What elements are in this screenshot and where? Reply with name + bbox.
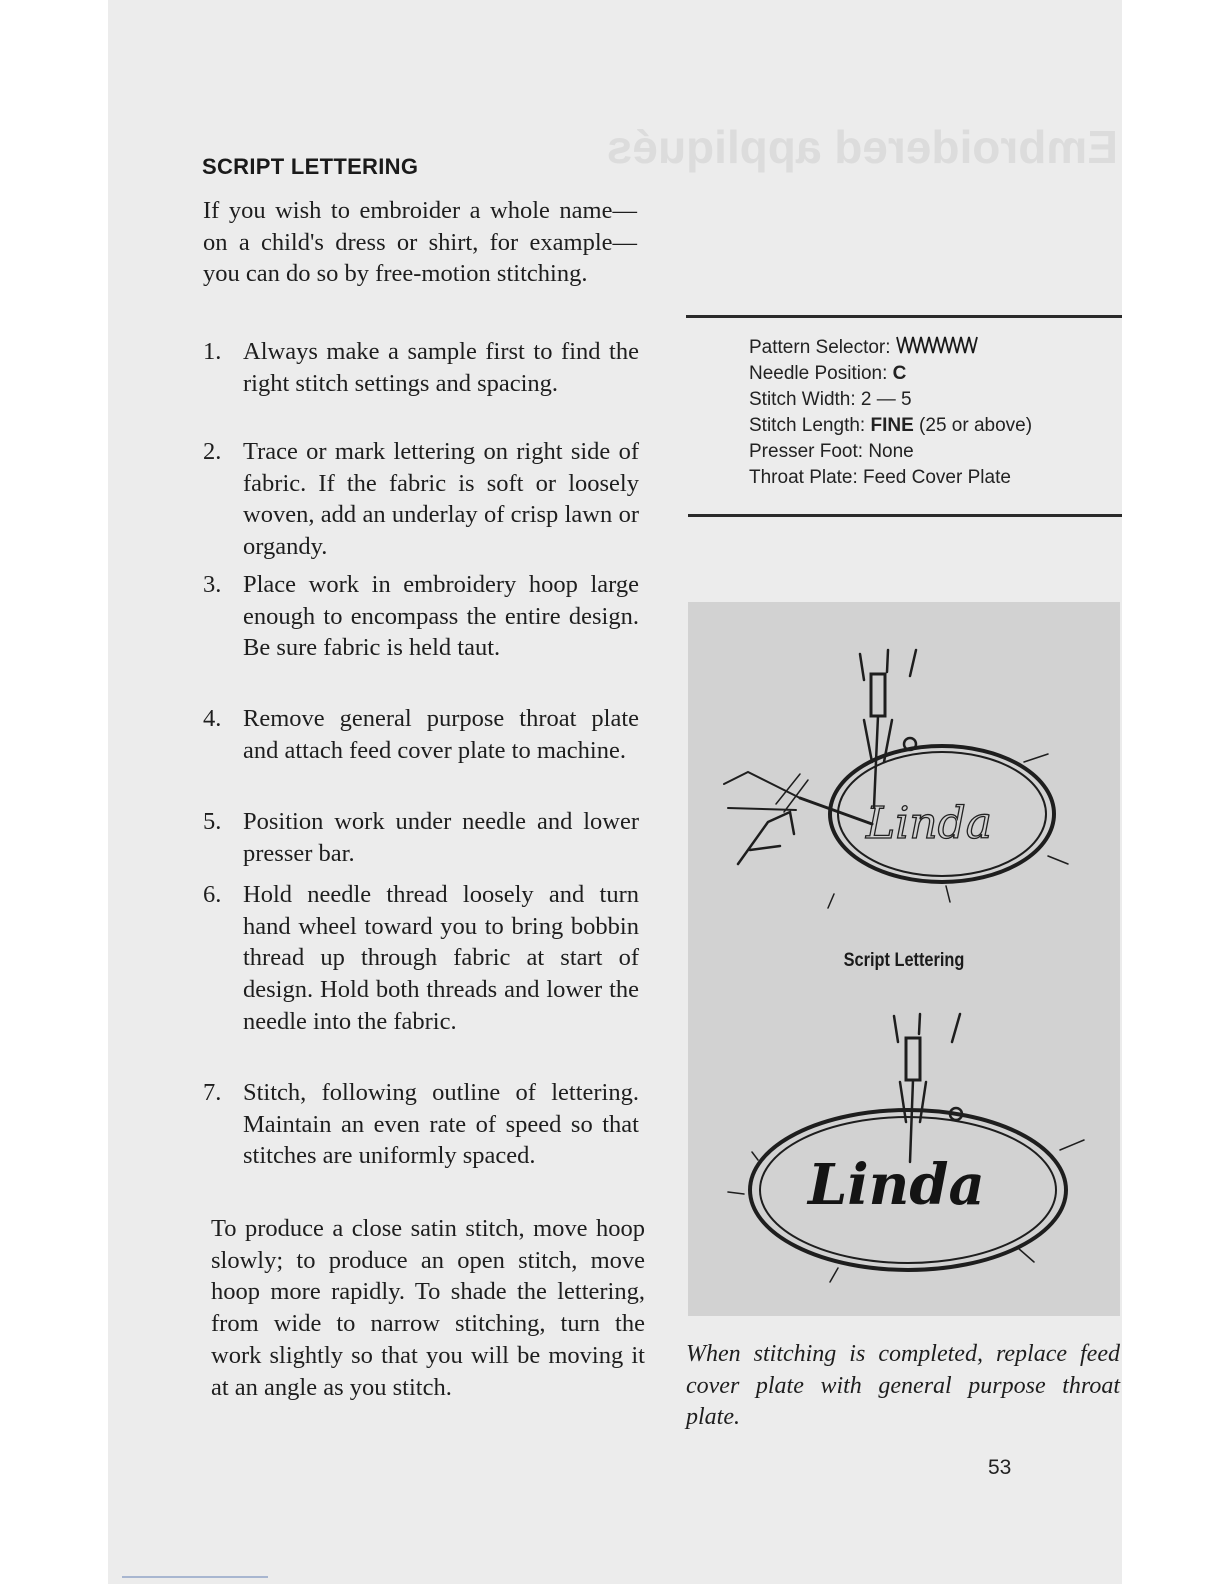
step-text: Position work under needle and lower presser bar. [243, 808, 639, 867]
figure-caption: Script Lettering [843, 950, 965, 971]
page-number: 53 [988, 1456, 1012, 1479]
step-number: 5. [203, 808, 222, 835]
step-1 [203, 336, 639, 399]
bleed-through-text: Embroidered appliqués [606, 121, 1118, 173]
step-number: 4. [203, 705, 222, 732]
stitch-length-row [749, 413, 1032, 439]
throat-plate-row: Throat Plate: Feed Cover Plate [749, 467, 1011, 488]
step-3 [203, 569, 639, 664]
step-2 [203, 436, 639, 563]
script-word-stitched: Linda [808, 1152, 985, 1218]
script-lettering-figure [688, 602, 1120, 1316]
step-text: Remove general purpose throat plate and attach feed cover plate to machine. [243, 705, 639, 764]
pattern-selector-label: Pattern Selector: [749, 337, 891, 358]
needle-position-label: Needle Position: [749, 363, 888, 384]
pattern-selector-row [749, 335, 1032, 361]
closing-paragraph: To produce a close satin stitch, move hoop slowly; to produce an open stitch, move hoop more rapidly. To shade the lettering, from wide to narrow stitching, turn the work slightly so that you will be moving it at an angle as you stitch. [211, 1215, 645, 1401]
top-hoop-illustration [724, 650, 1068, 908]
presser-foot-row: Presser Foot: None [749, 441, 914, 462]
step-text: Place work in embroidery hoop large enough to encompass the entire design. Be sure fabric is held taut. [243, 571, 639, 662]
step-6 [203, 879, 639, 1038]
step-number: 3. [203, 571, 222, 598]
step-text: Always make a sample first to find the right stitch settings and spacing. [243, 338, 639, 397]
step-number: 7. [203, 1079, 222, 1106]
script-word-outline: Linda [866, 798, 993, 849]
intro-paragraph: If you wish to embroider a whole name—on a child's dress or shirt, for example—you can do so by free-motion stitching. [203, 197, 637, 288]
stitch-length-value: FINE [870, 415, 914, 436]
stitch-length-label: Stitch Length: [749, 415, 866, 436]
zigzag-stitch-icon [896, 335, 980, 355]
machine-settings [749, 335, 1032, 491]
step-text: Trace or mark lettering on right side of fabric. If the fabric is soft or loosely woven, add an underlay of crisp lawn or organdy. [243, 438, 639, 561]
step-text: Stitch, following outline of lettering. Maintain an even rate of speed so that stitches are uniformly spaced. [243, 1079, 639, 1170]
section-heading: SCRIPT LETTERING [202, 154, 419, 179]
needle-position-row [749, 361, 1032, 387]
step-number: 2. [203, 438, 222, 465]
settings-top-rule [686, 315, 1122, 318]
step-number: 6. [203, 881, 222, 908]
completion-note: When stitching is completed, replace feed cover plate with general purpose throat plate. [686, 1341, 1120, 1430]
step-number: 1. [203, 338, 222, 365]
stitch-width-row: Stitch Width: 2 — 5 [749, 389, 912, 410]
scan-edge-line [122, 1576, 268, 1578]
step-text: Hold needle thread loosely and turn hand wheel toward you to bring bobbin thread up through fabric at start of design. Hold both threads and lower the needle into the fabric. [243, 881, 639, 1035]
step-5 [203, 806, 639, 869]
bottom-hoop-illustration [728, 1014, 1084, 1282]
step-4 [203, 703, 639, 766]
step-7 [203, 1077, 639, 1172]
stitch-length-note: (25 or above) [919, 415, 1033, 436]
settings-bottom-rule [688, 514, 1122, 517]
needle-position-value: C [892, 363, 907, 384]
